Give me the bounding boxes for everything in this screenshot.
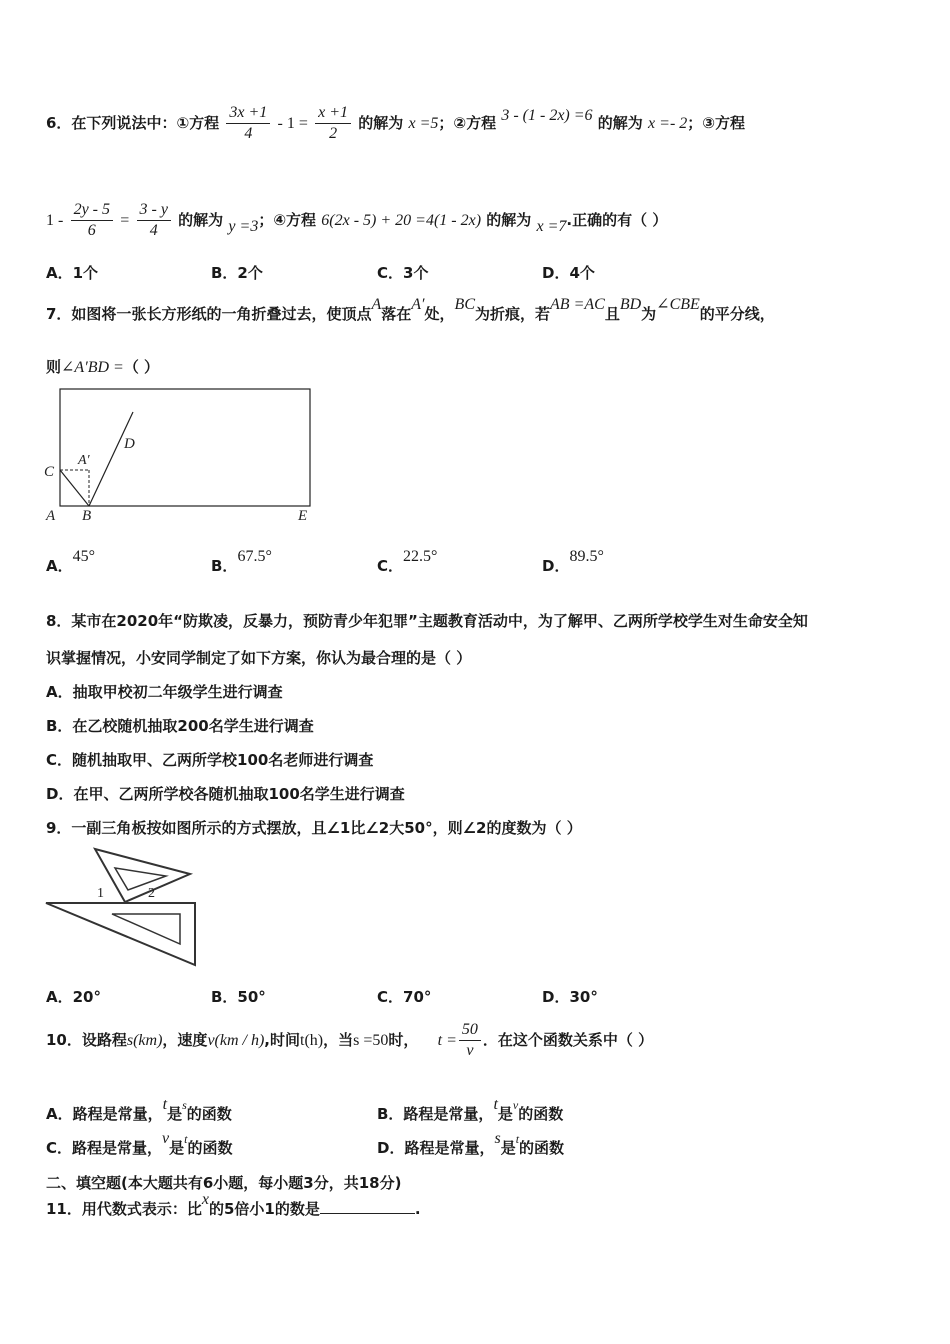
- q9-option-c[interactable]: C．70°: [377, 988, 432, 1006]
- q8-option-a[interactable]: A．抽取甲校初二年级学生进行调查: [46, 683, 283, 701]
- q7-option-c[interactable]: C．22.5°: [377, 548, 438, 575]
- q10-text6: ．在这个函数关系中（ ）: [482, 1031, 654, 1049]
- q6-text6: ；④方程: [258, 211, 317, 229]
- q6-solution-1: x =5: [408, 115, 439, 132]
- q7-bisector-line: [89, 412, 133, 506]
- q7-line2-paren: （ ）: [123, 358, 160, 376]
- q7-text2: 落在: [381, 305, 412, 323]
- q7-figure: [40, 382, 325, 527]
- q7-label-d: D: [124, 436, 135, 452]
- q6-text3: 的解为: [597, 114, 643, 132]
- q10-distance: s(km): [126, 1032, 163, 1049]
- q7-line2: [46, 356, 159, 377]
- q6-line1: [46, 103, 745, 144]
- q7-text6: 为: [641, 305, 657, 323]
- q10-s-eq-50: s =50: [353, 1032, 389, 1049]
- q9-option-d[interactable]: D．30°: [542, 988, 598, 1006]
- q11-end: .: [414, 1200, 421, 1218]
- q7-option-d[interactable]: D．89.5°: [542, 548, 604, 575]
- q9-upper-triangle: [95, 849, 190, 902]
- q10-fraction: $\frac{50}{v}$: [459, 1020, 481, 1061]
- q7-text1: 7．如图将一张长方形纸的一角折叠过去，使顶点: [46, 305, 372, 323]
- q6-text5: 的解为: [178, 211, 224, 229]
- q9-option-b[interactable]: B．50°: [211, 988, 266, 1006]
- q10-option-b[interactable]: B．路程是常量，t是$^v$的函数: [377, 1096, 564, 1123]
- q11-answer-blank[interactable]: [320, 1199, 415, 1214]
- q6-option-d[interactable]: D．4个: [542, 264, 595, 282]
- q7-line2-prefix: 则: [46, 358, 62, 376]
- q7-crease-bc: BC: [454, 296, 475, 313]
- q6-solution-4: x =7: [536, 218, 567, 235]
- q10-text4: ，当: [323, 1031, 354, 1049]
- q7-crease-line: [60, 470, 89, 506]
- q6-option-b[interactable]: B．2个: [211, 264, 263, 282]
- section-2-heading: 二、填空题(本大题共有6小题，每小题3分，共18分): [46, 1174, 402, 1192]
- q10-speed: v(km / h): [207, 1032, 265, 1049]
- q7-text3: 处，: [424, 305, 455, 323]
- q6-text4: ；③方程: [687, 114, 745, 132]
- q11-line: [46, 1191, 421, 1219]
- q7-option-b[interactable]: B．67.5°: [211, 548, 272, 575]
- q9-lower-triangle: [46, 903, 195, 965]
- q7-label-b: B: [82, 508, 92, 524]
- q9-lower-inner-triangle: [112, 914, 180, 944]
- q10-option-a[interactable]: A．路程是常量，t是$^s$的函数: [46, 1096, 232, 1123]
- q6-fraction-4: $\frac{3 - y}{4}$: [137, 200, 171, 241]
- q7-text5: 且: [604, 305, 620, 323]
- q10-text5: 时，: [388, 1031, 419, 1049]
- q7-angle-a-prime-bd: ∠A′BD =: [61, 359, 124, 376]
- q10-t-eq: t =: [437, 1032, 457, 1049]
- q6-text2: ；②方程: [438, 114, 497, 132]
- q11-variable-x: x: [201, 1191, 209, 1208]
- q6-mid1: - 1 =: [277, 115, 308, 132]
- q6-mid2: =: [120, 212, 130, 229]
- q6-line2: [46, 200, 667, 241]
- q10-text3: ,时间: [264, 1031, 300, 1049]
- q8-line1: 8．某市在2020年“防欺凌，反暴力，预防青少年犯罪”主题教育活动中，为了解甲、乙两所学校学生对生命安全知: [46, 612, 808, 630]
- q9-label-2: 2: [148, 886, 155, 901]
- q6-solution-3: y =3: [228, 218, 259, 235]
- q6-l2-pre: 1 -: [46, 212, 64, 229]
- q10-time: t(h): [300, 1032, 324, 1049]
- q8-option-d[interactable]: D．在甲、乙两所学校各随机抽取100名学生进行调查: [46, 785, 405, 803]
- q6-equation-4: 6(2x - 5) + 20 =4(1 - 2x): [321, 212, 482, 229]
- q6-option-a[interactable]: A．1个: [46, 264, 99, 282]
- q7-label-e: E: [298, 508, 308, 524]
- q6-text1: 的解为: [358, 114, 404, 132]
- q8-option-c[interactable]: C．随机抽取甲、乙两所学校100名老师进行调查: [46, 751, 374, 769]
- q10-option-d[interactable]: D．路程是常量，s是$^t$的函数: [377, 1130, 565, 1157]
- q7-angle-cbe: ∠CBE: [656, 296, 700, 313]
- q9-figure: [40, 842, 205, 972]
- q10-text1: 10．设路程: [46, 1031, 127, 1049]
- q7-label-a: A: [46, 508, 56, 524]
- q9-option-a[interactable]: A．20°: [46, 988, 101, 1006]
- q7-vertex-a: A: [371, 296, 382, 313]
- q9-text: 9．一副三角板按如图所示的方式摆放，且∠1比∠2大50°，则∠2的度数为（ ）: [46, 819, 582, 837]
- q7-line1: [46, 296, 775, 324]
- q7-label-c: C: [44, 464, 55, 480]
- q11-text1: 11．用代数式表示：比: [46, 1200, 202, 1218]
- q6-solution-2: x =- 2: [648, 115, 688, 132]
- q6-text7: 的解为: [486, 211, 532, 229]
- q6-text8: .正确的有（ ）: [566, 211, 668, 229]
- q9-label-1: 1: [97, 886, 104, 901]
- q6-fraction-1: $\frac{3x +1}{4}$: [226, 103, 270, 144]
- q6-equation-2: 3 - (1 - 2x) =6: [501, 107, 593, 124]
- q7-text7: 的平分线，: [699, 305, 775, 323]
- q6-option-c[interactable]: C．3个: [377, 264, 429, 282]
- q7-bd: BD: [619, 296, 642, 313]
- q10-line: [46, 1020, 653, 1061]
- q7-vertex-a-prime: A′: [411, 296, 425, 313]
- q8-option-b[interactable]: B．在乙校随机抽取200名学生进行调查: [46, 717, 314, 735]
- q10-text2: ，速度: [162, 1031, 208, 1049]
- q8-line2: 识掌握情况，小安同学制定了如下方案，你认为最合理的是（ ）: [46, 649, 472, 667]
- q7-text4: 为折痕，若: [475, 305, 551, 323]
- q6-lead: 6．在下列说法中：①方程: [46, 114, 220, 132]
- q10-option-c[interactable]: C．路程是常量，v是$^t$的函数: [46, 1130, 233, 1157]
- q7-label-a-prime: A′: [78, 453, 90, 468]
- q7-option-a[interactable]: A．45°: [46, 548, 96, 575]
- q11-text2: 的5倍小1的数是: [208, 1200, 320, 1218]
- q6-fraction-2: $\frac{x +1}{2}$: [315, 103, 351, 144]
- q7-ab-eq-ac: AB =AC: [550, 296, 605, 313]
- q6-fraction-3: $\frac{2y - 5}{6}$: [71, 200, 113, 241]
